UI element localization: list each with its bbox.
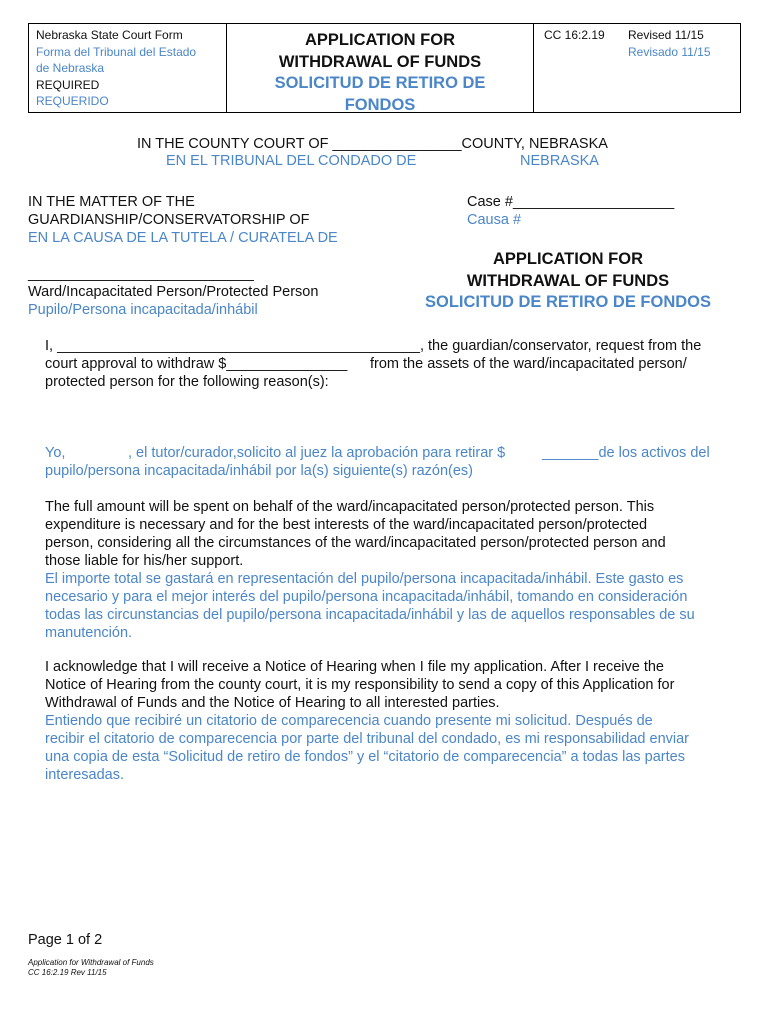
- request-en-line3: protected person for the following reason(s):: [45, 374, 329, 390]
- matter-line-es: EN LA CAUSA DE LA TUTELA / CURATELA DE: [28, 230, 338, 246]
- section-title-en-line1: APPLICATION FOR: [492, 250, 644, 268]
- matter-line2-en: GUARDIANSHIP/CONSERVATORSHIP OF: [28, 212, 310, 228]
- form-number: CC 16:2.19: [544, 28, 605, 42]
- request-en-line2-right: from the assets of the ward/incapacitated person/: [370, 356, 687, 372]
- form-name-es-line2: de Nebraska: [36, 61, 105, 75]
- case-number-field[interactable]: Case #____________________: [467, 194, 675, 210]
- header-title-en-line1: APPLICATION FOR: [304, 31, 456, 49]
- full-amount-en-line: The full amount will be spent on behalf of the ward/incapacitated person/protected person. This: [45, 499, 655, 515]
- revised-es: Revisado 11/15: [628, 45, 711, 59]
- header-right-cell: [534, 24, 740, 112]
- section-title-es: SOLICITUD DE RETIRO DE FONDOS: [424, 293, 711, 311]
- header-title-es-line2: FONDOS: [344, 95, 416, 114]
- request-es-line2: pupilo/persona incapacitada/inhábil por la(s) siguiente(s) razón(es): [45, 463, 473, 479]
- ward-label-es: Pupilo/Persona incapacitada/inhábil: [28, 302, 258, 318]
- revised-en: Revised 11/15: [628, 28, 704, 42]
- ward-name-field[interactable]: ____________________________: [28, 266, 254, 282]
- footer-form-rev: CC 16:2.19 Rev 11/15: [28, 968, 107, 977]
- case-label-es: Causa #: [467, 212, 522, 228]
- court-line-en: IN THE COUNTY COURT OF ________________COUNTY, NEBRASKA: [137, 136, 608, 152]
- court-line-es-left: EN EL TRIBUNAL DEL CONDADO DE: [166, 153, 417, 169]
- request-es-yo: Yo,: [45, 445, 66, 461]
- request-amount-field[interactable]: court approval to withdraw $_______________: [45, 356, 348, 372]
- full-amount-en-line: person, considering all the circumstances of the ward/incapacitated person/protected person and: [45, 535, 666, 551]
- full-amount-es-line: manutención.: [45, 625, 133, 641]
- header-title-cell: [227, 24, 534, 112]
- full-amount-en-line: those liable for his/her support.: [45, 553, 244, 569]
- form-name-en: Nebraska State Court Form: [36, 28, 183, 42]
- acknowledge-es-line: recibir el citatorio de comparecencia por parte del tribunal del condado, es mi responsabilidad enviar: [45, 731, 689, 747]
- acknowledge-en-line: Withdrawal of Funds and the Notice of Hearing to all interested parties.: [45, 695, 500, 711]
- acknowledge-es-line: Entiendo que recibiré un citatorio de comparecencia cuando presente mi solicitud. Después de: [45, 713, 653, 729]
- full-amount-en-line: expenditure is necessary and for the best interests of the ward/incapacitated person/protected: [45, 517, 648, 533]
- matter-line1-en: IN THE MATTER OF THE: [28, 194, 195, 210]
- footer-form-title: Application for Withdrawal of Funds: [28, 958, 154, 967]
- required-es: REQUERIDO: [36, 94, 109, 108]
- page-number: Page 1 of 2: [28, 932, 103, 948]
- required-en: REQUIRED: [36, 77, 100, 92]
- request-en-line1: I, _____________________________________________, the guardian/conservator, request from the: [45, 338, 702, 354]
- acknowledge-es-line: interesadas.: [45, 767, 124, 783]
- request-es-line1-mid: , el tutor/curador,solicito al juez la aprobación para retirar $: [128, 445, 506, 461]
- acknowledge-en-line: Notice of Hearing from the county court, it is my responsibility to send a copy of this Application for: [45, 677, 675, 693]
- form-header: [28, 23, 741, 113]
- acknowledge-es-line: una copia de esta “Solicitud de retiro de fondos” y el “citatorio de comparecencia” a todas las partes: [45, 749, 685, 765]
- full-amount-es-line: todas las circunstancias del pupilo/persona incapacitada/inhábil y las de aquellos responsables de su: [45, 607, 695, 623]
- acknowledge-paragraph-en: [45, 658, 735, 712]
- header-title-en-line2: WITHDRAWAL OF FUNDS: [278, 52, 482, 71]
- acknowledge-paragraph-es: [45, 712, 735, 784]
- full-amount-paragraph-en: [45, 498, 735, 570]
- ward-label-en: Ward/Incapacitated Person/Protected Person: [28, 284, 319, 300]
- section-title-en-line2: WITHDRAWAL OF FUNDS: [466, 272, 670, 290]
- header-left-cell: [29, 24, 227, 112]
- court-line-es-right: NEBRASKA: [520, 153, 599, 169]
- acknowledge-en-line: I acknowledge that I will receive a Notice of Hearing when I file my application. After I receive the: [45, 659, 664, 675]
- full-amount-es-line: necesario y para el mejor interés del pupilo/persona incapacitada/inhábil, tomando en consideración: [45, 589, 688, 605]
- header-title-es-line1: SOLICITUD DE RETIRO DE: [274, 74, 486, 92]
- full-amount-paragraph-es: [45, 570, 735, 642]
- footer-form-info: [28, 958, 154, 978]
- request-es-line1-end: _______de los activos del: [542, 445, 710, 461]
- form-name-es-line1: Forma del Tribunal del Estado: [36, 44, 197, 59]
- full-amount-es-line: El importe total se gastará en representación del pupilo/persona incapacitada/inhábil. Este gasto es: [45, 571, 684, 587]
